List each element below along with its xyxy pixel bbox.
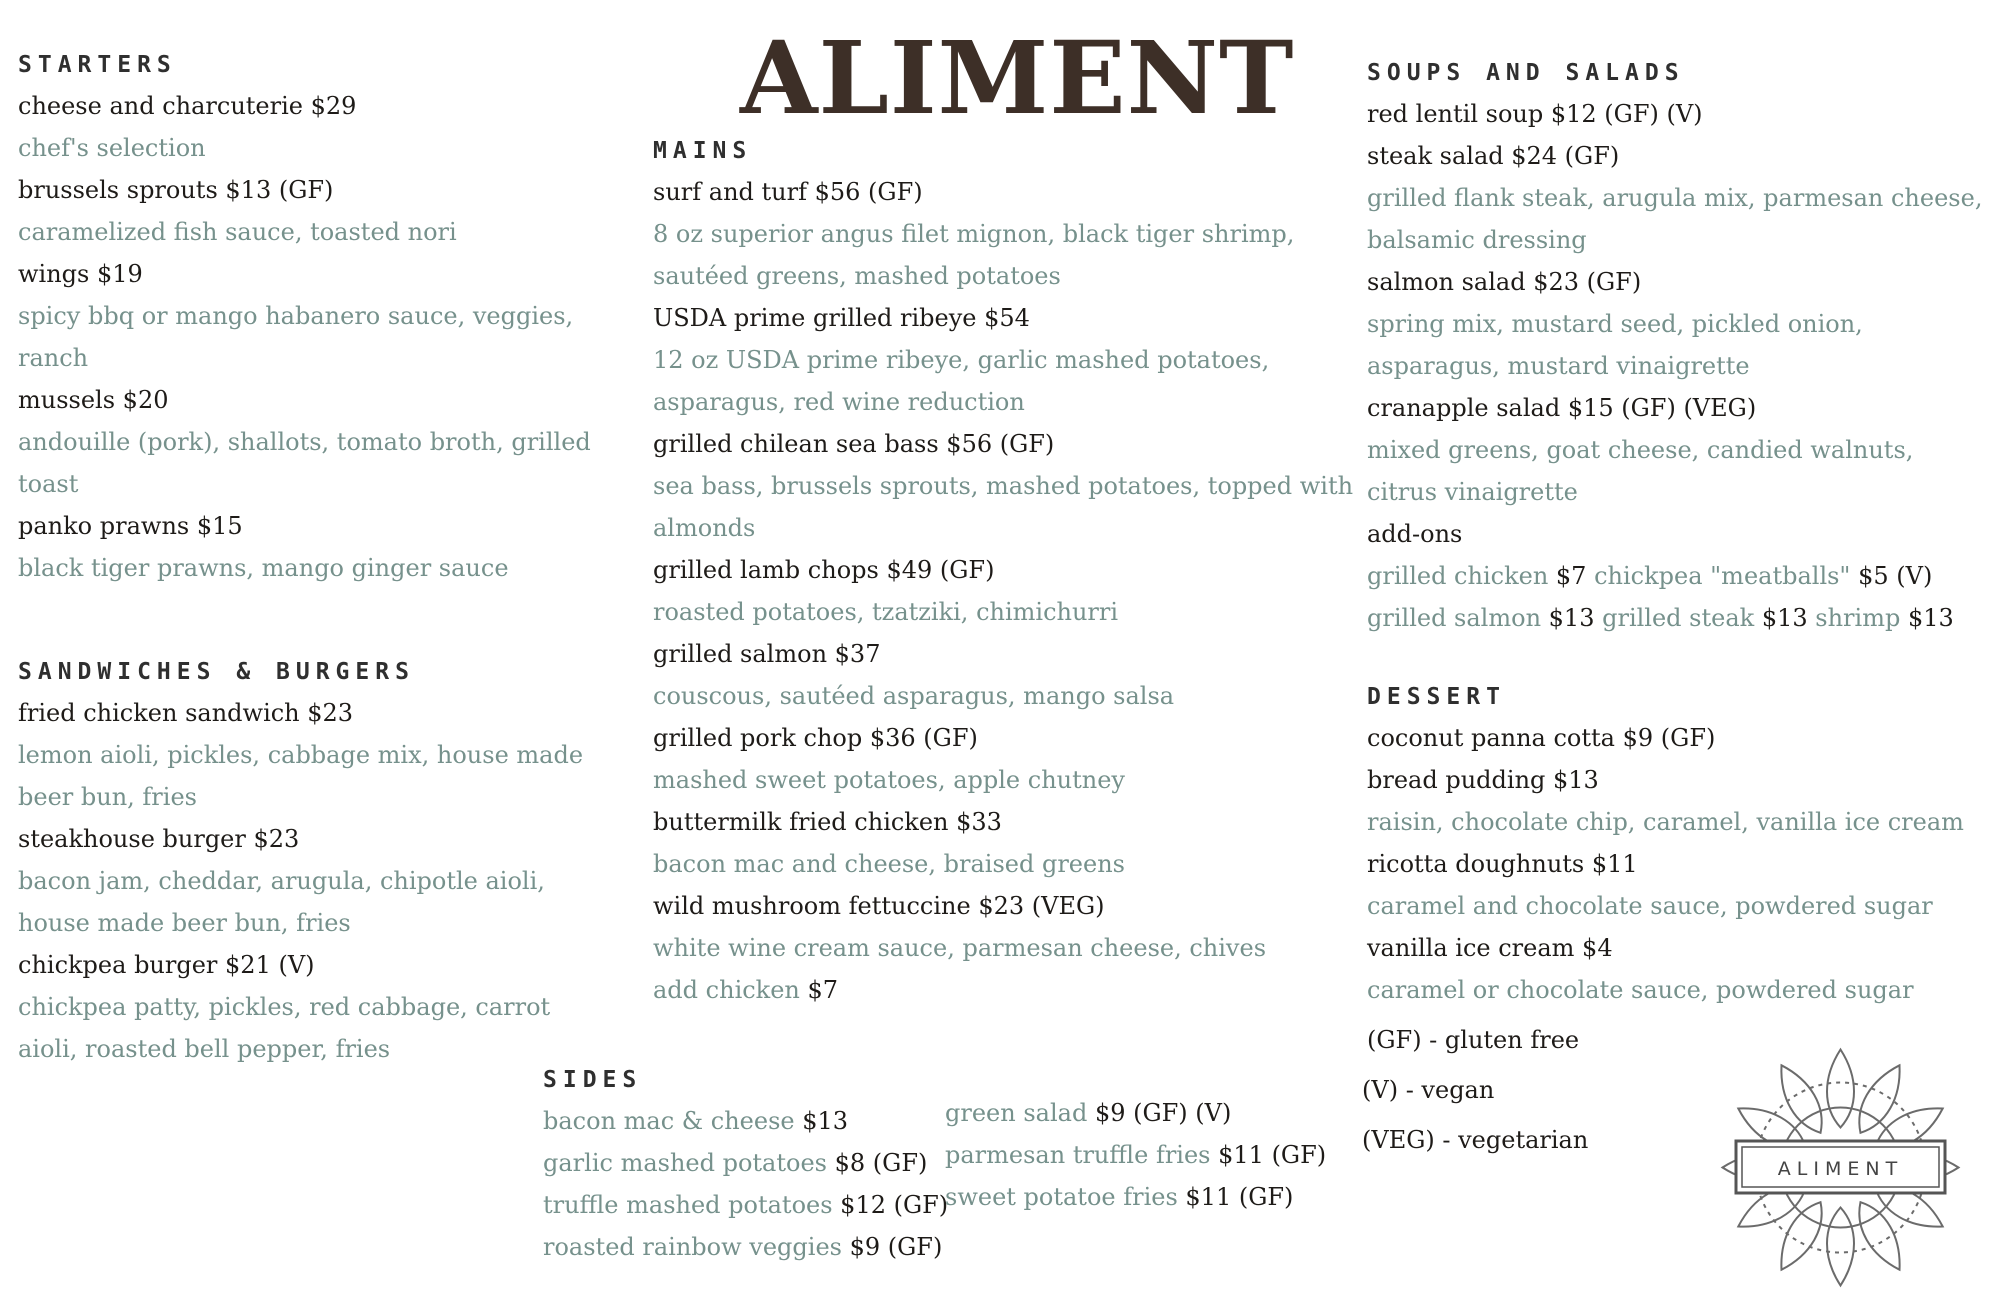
- addon-price: $13: [1754, 604, 1816, 632]
- item-name-price: chickpea burger $21 (V): [18, 951, 315, 979]
- sides-right-section: [945, 1092, 1345, 1218]
- item-description: spring mix, mustard seed, pickled onion,: [1367, 310, 1863, 338]
- item-description: toast: [18, 470, 79, 498]
- item-name-price: ricotta doughnuts $11: [1367, 850, 1638, 878]
- side-item: [945, 1092, 1345, 1134]
- logo-petal: [1827, 1050, 1854, 1128]
- item-description: 12 oz USDA prime ribeye, garlic mashed potatoes,: [653, 346, 1270, 374]
- item-description: mashed sweet potatoes, apple chutney: [653, 766, 1125, 794]
- side-item: [543, 1184, 949, 1226]
- logo-petal: [1770, 1195, 1832, 1276]
- item-name-price: grilled lamb chops $49 (GF): [653, 556, 995, 584]
- soups-addons-row-1: [1367, 555, 1987, 597]
- mains-section: [653, 131, 1353, 1011]
- starters-heading: STARTERS: [18, 52, 177, 78]
- dessert-section: [1367, 677, 1987, 1011]
- sandwiches-list: [18, 692, 628, 1070]
- item-description: chickpea patty, pickles, red cabbage, carrot: [18, 993, 551, 1021]
- side-item: [945, 1176, 1345, 1218]
- side-item-name: roasted rainbow veggies: [543, 1233, 842, 1261]
- item-name-price: mussels $20: [18, 386, 169, 414]
- item-name-price: cranapple salad $15 (GF) (VEG): [1367, 394, 1757, 422]
- item-description: aioli, roasted bell pepper, fries: [18, 1035, 391, 1063]
- addon-price: $13: [1900, 604, 1954, 632]
- logo-petal: [1827, 1208, 1854, 1286]
- item-description: bacon jam, cheddar, arugula, chipotle aioli,: [18, 867, 545, 895]
- item-description: caramel or chocolate sauce, powdered sugar: [1367, 976, 1914, 1004]
- soups-section: [1367, 53, 1987, 639]
- starters-list: [18, 85, 628, 589]
- item-description: caramelized fish sauce, toasted nori: [18, 218, 457, 246]
- item-name-price: steak salad $24 (GF): [1367, 142, 1620, 170]
- item-description: white wine cream sauce, parmesan cheese, chives: [653, 934, 1267, 962]
- restaurant-title: ALIMENT: [740, 19, 1295, 137]
- item-description: sea bass, brussels sprouts, mashed potatoes, topped with: [653, 472, 1354, 500]
- item-description: couscous, sautéed asparagus, mango salsa: [653, 682, 1175, 710]
- item-name-price: brussels sprouts $13 (GF): [18, 176, 334, 204]
- item-description: house made beer bun, fries: [18, 909, 351, 937]
- item-description: citrus vinaigrette: [1367, 478, 1578, 506]
- item-description: beer bun, fries: [18, 783, 197, 811]
- side-item-price: $11 (GF): [1210, 1141, 1327, 1169]
- item-name-price: surf and turf $56 (GF): [653, 178, 923, 206]
- logo-text: ALIMENT: [1777, 1158, 1904, 1180]
- item-name-price: wild mushroom fettuccine $23 (VEG): [653, 892, 1105, 920]
- side-item-price: $9 (GF): [841, 1233, 943, 1261]
- item-name-price: salmon salad $23 (GF): [1367, 268, 1642, 296]
- item-description: ranch: [18, 344, 89, 372]
- sides-right-list: [945, 1092, 1345, 1218]
- mains-addon-price: $7: [799, 976, 839, 1004]
- item-description: asparagus, red wine reduction: [653, 388, 1025, 416]
- sides-heading: SIDES: [543, 1067, 643, 1093]
- mains-addon-name: add chicken: [653, 976, 800, 1004]
- item-name-price: grilled pork chop $36 (GF): [653, 724, 978, 752]
- item-name-price: panko prawns $15: [18, 512, 243, 540]
- dessert-list: [1367, 717, 1987, 1011]
- addon-price: $7: [1548, 562, 1595, 590]
- side-item-name: sweet potatoe fries: [945, 1183, 1178, 1211]
- side-item-price: $8 (GF): [826, 1149, 928, 1177]
- item-name-price: grilled chilean sea bass $56 (GF): [653, 430, 1055, 458]
- item-description: bacon mac and cheese, braised greens: [653, 850, 1125, 878]
- logo-petal: [1770, 1059, 1832, 1140]
- item-description: caramel and chocolate sauce, powdered sugar: [1367, 892, 1933, 920]
- side-item: [543, 1100, 943, 1142]
- item-name-price: coconut panna cotta $9 (GF): [1367, 724, 1716, 752]
- item-description: black tiger prawns, mango ginger sauce: [18, 554, 509, 582]
- side-item: [945, 1134, 1345, 1176]
- logo-petal: [1849, 1059, 1911, 1140]
- sides-section: [543, 1060, 949, 1268]
- side-item: [543, 1142, 943, 1184]
- side-item-name: truffle mashed potatoes: [543, 1191, 833, 1219]
- logo-petal: [1849, 1195, 1911, 1276]
- item-name-price: red lentil soup $12 (GF) (V): [1367, 100, 1703, 128]
- mains-list: [653, 171, 1353, 969]
- item-name-price: cheese and charcuterie $29: [18, 92, 357, 120]
- item-name-price: bread pudding $13: [1367, 766, 1599, 794]
- item-description: almonds: [653, 514, 756, 542]
- sides-left-list: [543, 1100, 949, 1268]
- aliment-logo: [1718, 1045, 1963, 1290]
- item-name-price: add-ons: [1367, 520, 1463, 548]
- item-description: roasted potatoes, tzatziki, chimichurri: [653, 598, 1119, 626]
- legend-gluten-free: (GF) - gluten free: [1367, 1026, 1580, 1054]
- side-item: [543, 1226, 943, 1268]
- side-item-name: garlic mashed potatoes: [543, 1149, 827, 1177]
- soups-addons-row-2: [1367, 597, 1987, 639]
- addon-name: shrimp: [1815, 604, 1901, 632]
- item-description: grilled flank steak, arugula mix, parmesan cheese,: [1367, 184, 1983, 212]
- side-item-price: $13: [794, 1107, 849, 1135]
- sandwiches-section: [18, 652, 628, 1070]
- soups-heading: SOUPS AND SALADS: [1367, 60, 1685, 86]
- item-name-price: buttermilk fried chicken $33: [653, 808, 1002, 836]
- item-name-price: steakhouse burger $23: [18, 825, 300, 853]
- item-description: lemon aioli, pickles, cabbage mix, house made: [18, 741, 584, 769]
- side-item-name: bacon mac & cheese: [543, 1107, 795, 1135]
- sandwiches-heading: SANDWICHES & BURGERS: [18, 659, 415, 685]
- item-name-price: fried chicken sandwich $23: [18, 699, 354, 727]
- item-name-price: USDA prime grilled ribeye $54: [653, 304, 1030, 332]
- item-name-price: grilled salmon $37: [653, 640, 881, 668]
- addon-name: chickpea "meatballs": [1594, 562, 1851, 590]
- item-description: raisin, chocolate chip, caramel, vanilla ice cream: [1367, 808, 1964, 836]
- item-name-price: wings $19: [18, 260, 143, 288]
- dessert-heading: DESSERT: [1367, 684, 1506, 710]
- item-description: balsamic dressing: [1367, 226, 1587, 254]
- soups-list: [1367, 93, 1987, 555]
- mains-heading: MAINS: [653, 138, 753, 164]
- item-description: mixed greens, goat cheese, candied walnuts,: [1367, 436, 1914, 464]
- item-description: spicy bbq or mango habanero sauce, veggies,: [18, 302, 574, 330]
- side-item-name: parmesan truffle fries: [945, 1141, 1211, 1169]
- starters-section: [18, 45, 628, 589]
- item-description: 8 oz superior angus filet mignon, black tiger shrimp,: [653, 220, 1295, 248]
- addon-name: grilled steak: [1602, 604, 1755, 632]
- item-description: asparagus, mustard vinaigrette: [1367, 352, 1750, 380]
- item-description: sautéed greens, mashed potatoes: [653, 262, 1061, 290]
- addon-name: grilled salmon: [1367, 604, 1542, 632]
- addon-price: $13: [1541, 604, 1603, 632]
- item-name-price: vanilla ice cream $4: [1367, 934, 1613, 962]
- addon-name: grilled chicken: [1367, 562, 1549, 590]
- side-item-name: green salad: [945, 1099, 1088, 1127]
- side-item-price: $9 (GF) (V): [1087, 1099, 1232, 1127]
- legend: [1362, 1015, 1762, 1165]
- item-description: andouille (pork), shallots, tomato broth, grilled: [18, 428, 591, 456]
- item-description: chef's selection: [18, 134, 206, 162]
- side-item-price: $12 (GF): [832, 1191, 949, 1219]
- legend-vegetarian: (VEG) - vegetarian: [1362, 1126, 1589, 1154]
- side-item-price: $11 (GF): [1177, 1183, 1294, 1211]
- addon-price: $5 (V): [1850, 562, 1933, 590]
- legend-vegan: (V) - vegan: [1362, 1076, 1495, 1104]
- mains-addon-line: [653, 969, 1353, 1011]
